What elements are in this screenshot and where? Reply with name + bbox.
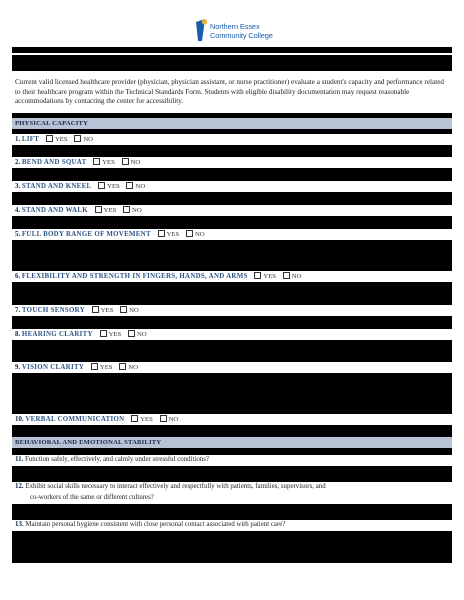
no-checkbox[interactable] [283, 272, 290, 279]
yes-checkbox[interactable] [100, 330, 107, 337]
no-label: NO [168, 416, 179, 423]
item-text-continued: co-workers of the same or different cultures? [30, 493, 154, 501]
yes-label: YES [102, 159, 115, 166]
behavioral-item-social-skills [12, 482, 452, 504]
no-checkbox[interactable] [186, 230, 193, 237]
yes-label: YES [166, 231, 180, 238]
item-number: 13. [15, 521, 24, 528]
item-number: 10. [15, 416, 24, 423]
no-checkbox[interactable] [119, 363, 126, 370]
item-text: Exhibit social skills necessary to interact effectively and respectfully with patients, families, supervisors, and [25, 483, 326, 490]
header-band [12, 55, 452, 71]
item-label: VERBAL COMMUNICATION [25, 416, 125, 423]
no-label: NO [135, 183, 146, 190]
behavioral-item-stress [12, 455, 452, 466]
physical-item-stand-and-walk [12, 205, 452, 216]
physical-item-vision-clarity [12, 362, 452, 373]
item-number: 8. [15, 331, 21, 338]
item-label: BEND AND SQUAT [21, 159, 87, 166]
yes-checkbox[interactable] [46, 135, 53, 142]
no-checkbox[interactable] [128, 330, 135, 337]
item-label: STAND AND WALK [21, 207, 88, 214]
yes-label: YES [263, 273, 277, 280]
yes-label: YES [99, 364, 113, 371]
no-label: NO [291, 273, 302, 280]
physical-item-bend-and-squat [12, 157, 452, 168]
no-checkbox[interactable] [160, 415, 167, 422]
physical-item-flexibility-strength [12, 271, 452, 282]
item-text: Maintain personal hygiene consistent with close personal contact associated with patient care? [25, 521, 286, 528]
no-checkbox[interactable] [122, 158, 129, 165]
item-label: LIFT [21, 136, 40, 143]
college-name [210, 23, 273, 40]
item-label: FULL BODY RANGE OF MOVEMENT [21, 231, 151, 238]
no-label: NO [130, 159, 141, 166]
physical-item-verbal-communication [12, 414, 452, 425]
no-label: NO [136, 331, 147, 338]
item-number: 7. [15, 307, 21, 314]
college-name-line1: Northern Essex [210, 22, 260, 31]
no-label: NO [128, 364, 138, 371]
item-number: 4. [15, 207, 21, 214]
physical-item-lift [12, 134, 452, 145]
item-label: TOUCH SENSORY [21, 307, 85, 314]
yes-label: YES [107, 183, 120, 190]
item-label: STAND AND KNEEL [21, 183, 92, 190]
no-checkbox[interactable] [120, 306, 127, 313]
yes-label: YES [103, 207, 117, 214]
item-number: 11. [15, 456, 24, 463]
item-number: 5. [15, 231, 21, 238]
item-label: HEARING CLARITY [21, 331, 93, 338]
section-header-behavioral: BEHAVIORAL AND EMOTIONAL STABILITY [12, 437, 452, 448]
item-number: 2. [15, 159, 21, 166]
no-checkbox[interactable] [123, 206, 130, 213]
yes-checkbox[interactable] [98, 182, 105, 189]
yes-label: YES [108, 331, 122, 338]
item-number: 9. [15, 364, 21, 371]
no-label: NO [129, 307, 139, 314]
item-number: 1. [15, 136, 21, 143]
no-checkbox[interactable] [126, 182, 133, 189]
physical-item-stand-and-kneel [12, 181, 452, 192]
yes-checkbox[interactable] [254, 272, 261, 279]
no-label: NO [194, 231, 205, 238]
college-name-line2: Community College [210, 30, 273, 40]
physical-item-touch-sensory [12, 305, 452, 316]
college-logo-icon [194, 19, 207, 41]
physical-item-full-body-range [12, 229, 452, 240]
header-rule [12, 47, 452, 53]
section-header-physical: PHYSICAL CAPACITY [12, 118, 452, 129]
yes-label: YES [54, 136, 68, 143]
yes-checkbox[interactable] [158, 230, 165, 237]
no-checkbox[interactable] [74, 135, 81, 142]
yes-checkbox[interactable] [92, 306, 99, 313]
yes-checkbox[interactable] [95, 206, 102, 213]
no-label: NO [83, 136, 93, 143]
yes-checkbox[interactable] [93, 158, 100, 165]
item-number: 6. [15, 273, 21, 280]
yes-checkbox[interactable] [91, 363, 98, 370]
college-logo [0, 9, 464, 39]
item-number: 3. [15, 183, 21, 190]
yes-label: YES [100, 307, 114, 314]
physical-item-hearing-clarity [12, 329, 452, 340]
item-label: VISION CLARITY [21, 364, 85, 371]
no-label: NO [132, 207, 142, 214]
item-label: FLEXIBILITY AND STRENGTH IN FINGERS, HANDS, AND ARMS [21, 273, 248, 280]
item-number: 12. [15, 483, 24, 490]
behavioral-item-hygiene [12, 520, 452, 531]
item-text: Function safely, effectively, and calmly under stressful conditions? [24, 456, 209, 463]
yes-label: YES [140, 416, 153, 423]
yes-checkbox[interactable] [131, 415, 138, 422]
intro-paragraph: Current valid licensed healthcare provider (physician, physician assistant, or nurse practitioner) evaluate a student's capacity and performance related to their healthcare program within the Technical Standards Form. Students with eligible disability documentation may request reasonable accommodations by contacting the center for accessibility. [12, 75, 452, 113]
